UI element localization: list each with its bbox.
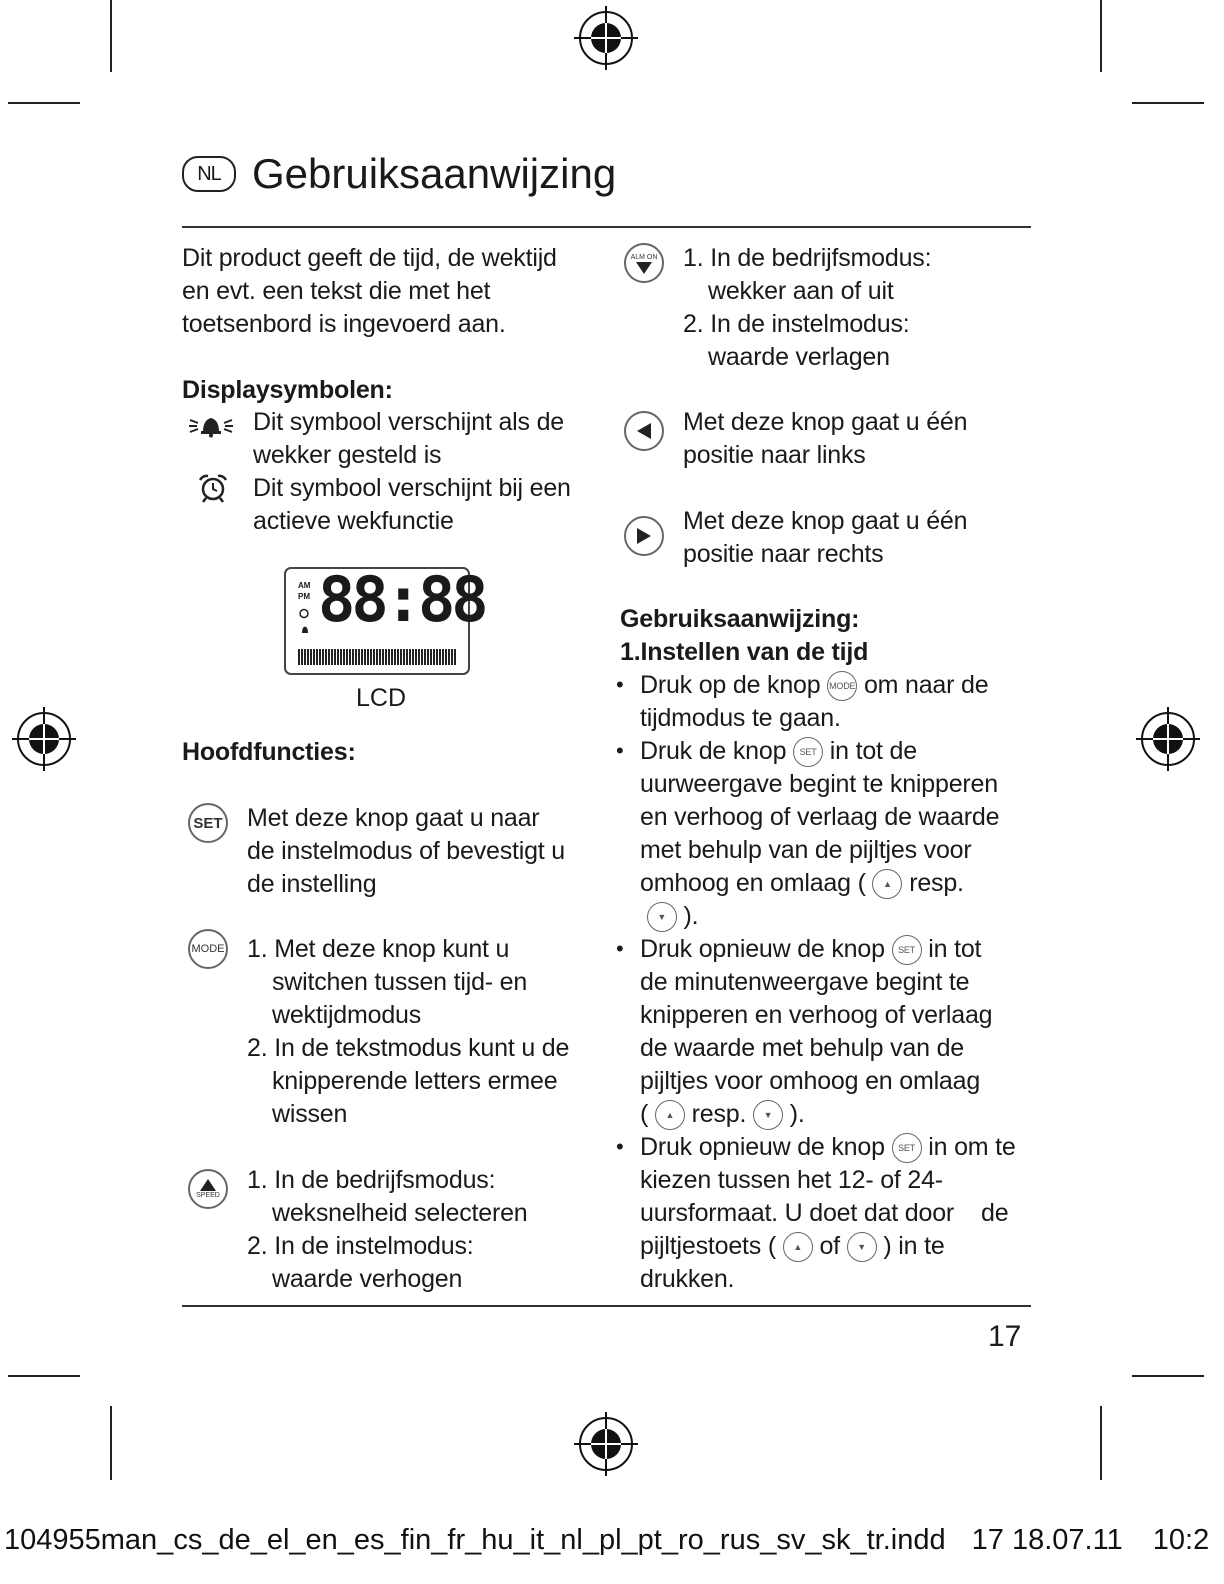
speed-list: 1. In de bedrijfsmodus: weksnelheid selecteren 2. In de instelmodus: waarde verhogen	[247, 1166, 528, 1293]
alarm-down-mini-icon: ▼	[647, 902, 677, 932]
main-functions-heading: Hoofdfuncties:	[182, 738, 356, 766]
speed-up-mini-icon: ▲	[783, 1232, 813, 1262]
bullet2: Druk de knop SET in tot de uurweergave begint te knipperen en verhoog of verlaag de waarde met behulp van de pijltjes voor omhoog en omlaag ( ▲ resp. ▼ ).	[640, 735, 999, 933]
registration-mark-icon	[12, 707, 76, 771]
slug-page: 17	[971, 1524, 1004, 1556]
lcd-caption: LCD	[356, 684, 407, 712]
crop-mark	[8, 1375, 80, 1377]
alarm-bell-icon	[188, 412, 234, 438]
display-symbols-heading: Displaysymbolen:	[182, 376, 393, 404]
symbol2-text: Dit symbool verschijnt bij een actieve wekfunctie	[253, 474, 571, 535]
bullet-icon: •	[616, 1134, 624, 1159]
crop-mark	[1132, 102, 1204, 104]
page-title: Gebruiksaanwijzing	[252, 150, 617, 197]
triangle-left-icon	[637, 423, 651, 439]
set-mini-icon: SET	[793, 737, 823, 767]
registration-mark-icon	[1136, 707, 1200, 771]
crop-mark	[110, 1406, 112, 1480]
lcd-bell-icon	[298, 625, 312, 635]
alarm-down-mini-icon: ▼	[847, 1232, 877, 1262]
registration-mark-icon	[574, 6, 638, 70]
crop-mark	[8, 102, 80, 104]
bullet-icon: •	[616, 936, 624, 961]
bottom-rule	[182, 1305, 1031, 1307]
bullet4: Druk opnieuw de knop SET in om te kiezen tussen het 12- of 24- uursformaat. U doet dat door de pijltjestoets ( ▲ of ▼ ) in te drukken.	[640, 1133, 1016, 1293]
crop-mark	[1132, 1375, 1204, 1377]
crop-mark	[1100, 0, 1102, 72]
bullet1: Druk op de knop MODE om naar de tijdmodus te gaan.	[640, 671, 989, 732]
crop-mark	[1100, 1406, 1102, 1480]
speed-up-button-icon	[188, 1169, 228, 1209]
set-button-icon: SET	[188, 803, 228, 843]
crop-mark	[110, 0, 112, 72]
almon-list: 1. In de bedrijfsmodus: wekker aan of uit 2. In de instelmodus: waarde verlagen	[683, 244, 932, 371]
lcd-text-bar	[298, 649, 456, 665]
language-badge: NL	[182, 156, 236, 192]
registration-mark-icon	[574, 1412, 638, 1476]
alarm-clock-icon	[197, 472, 229, 504]
lcd-am-label: AM	[298, 581, 311, 590]
set-mini-icon: SET	[892, 935, 922, 965]
lcd-pm-label: PM	[298, 592, 310, 601]
slug-date: 18.07.11	[1011, 1524, 1123, 1556]
lcd-digits: 88:88	[318, 563, 485, 636]
right-arrow-button-icon	[624, 516, 664, 556]
bullet3: Druk opnieuw de knop SET in tot de minutenweergave begint te knipperen en verhoog of verlaag de waarde met behulp van de pijltjes voor omhoog en omlaag ( ▲ resp. ▼ ).	[640, 933, 992, 1131]
lcd-clock-icon	[298, 607, 310, 619]
bullet-icon: •	[616, 672, 624, 697]
set-mini-icon: SET	[892, 1133, 922, 1163]
triangle-down-icon	[636, 262, 652, 274]
symbol1-text: Dit symbool verschijnt als de wekker gesteld is	[253, 408, 564, 469]
slug-time: 10:2	[1152, 1524, 1210, 1556]
triangle-up-icon	[200, 1179, 216, 1191]
usage-heading: Gebruiksaanwijzing:	[620, 605, 860, 633]
mode-mini-icon: MODE	[827, 671, 857, 701]
mode-list: 1. Met deze knop kunt u switchen tussen tijd- en wektijdmodus 2. In de tekstmodus kunt u de knipperende letters ermee wissen	[247, 935, 570, 1128]
triangle-right-icon	[637, 528, 651, 544]
alarm-down-mini-icon: ▼	[753, 1100, 783, 1130]
bullet-icon: •	[616, 738, 624, 763]
top-rule	[182, 226, 1031, 228]
page-number: 17	[988, 1320, 1022, 1353]
left-arrow-button-icon	[624, 411, 664, 451]
lcd-display	[284, 563, 485, 675]
page-header	[182, 150, 616, 198]
set-text: Met deze knop gaat u naar de instelmodus of bevestigt u de instelling	[247, 804, 566, 898]
speed-label: SPEED	[196, 1191, 220, 1199]
alarm-on-down-button-icon	[624, 243, 664, 283]
print-slug	[4, 1524, 1209, 1557]
section-heading: 1.Instellen van de tijd	[620, 638, 869, 666]
right-arrow-text: Met deze knop gaat u één positie naar rechts	[683, 507, 968, 568]
speed-up-mini-icon: ▲	[655, 1100, 685, 1130]
speed-up-mini-icon: ▲	[872, 869, 902, 899]
slug-filename: 104955man_cs_de_el_en_es_fin_fr_hu_it_nl_pl_pt_ro_rus_sv_sk_tr.indd	[4, 1524, 946, 1556]
intro-text: Dit product geeft de tijd, de wektijd en evt. een tekst die met het toetsenbord is ingevoerd aan.	[182, 244, 557, 338]
left-arrow-text: Met deze knop gaat u één positie naar links	[683, 408, 968, 469]
mode-button-icon: MODE	[188, 929, 228, 969]
alm-on-label: ALM ON	[630, 253, 658, 261]
